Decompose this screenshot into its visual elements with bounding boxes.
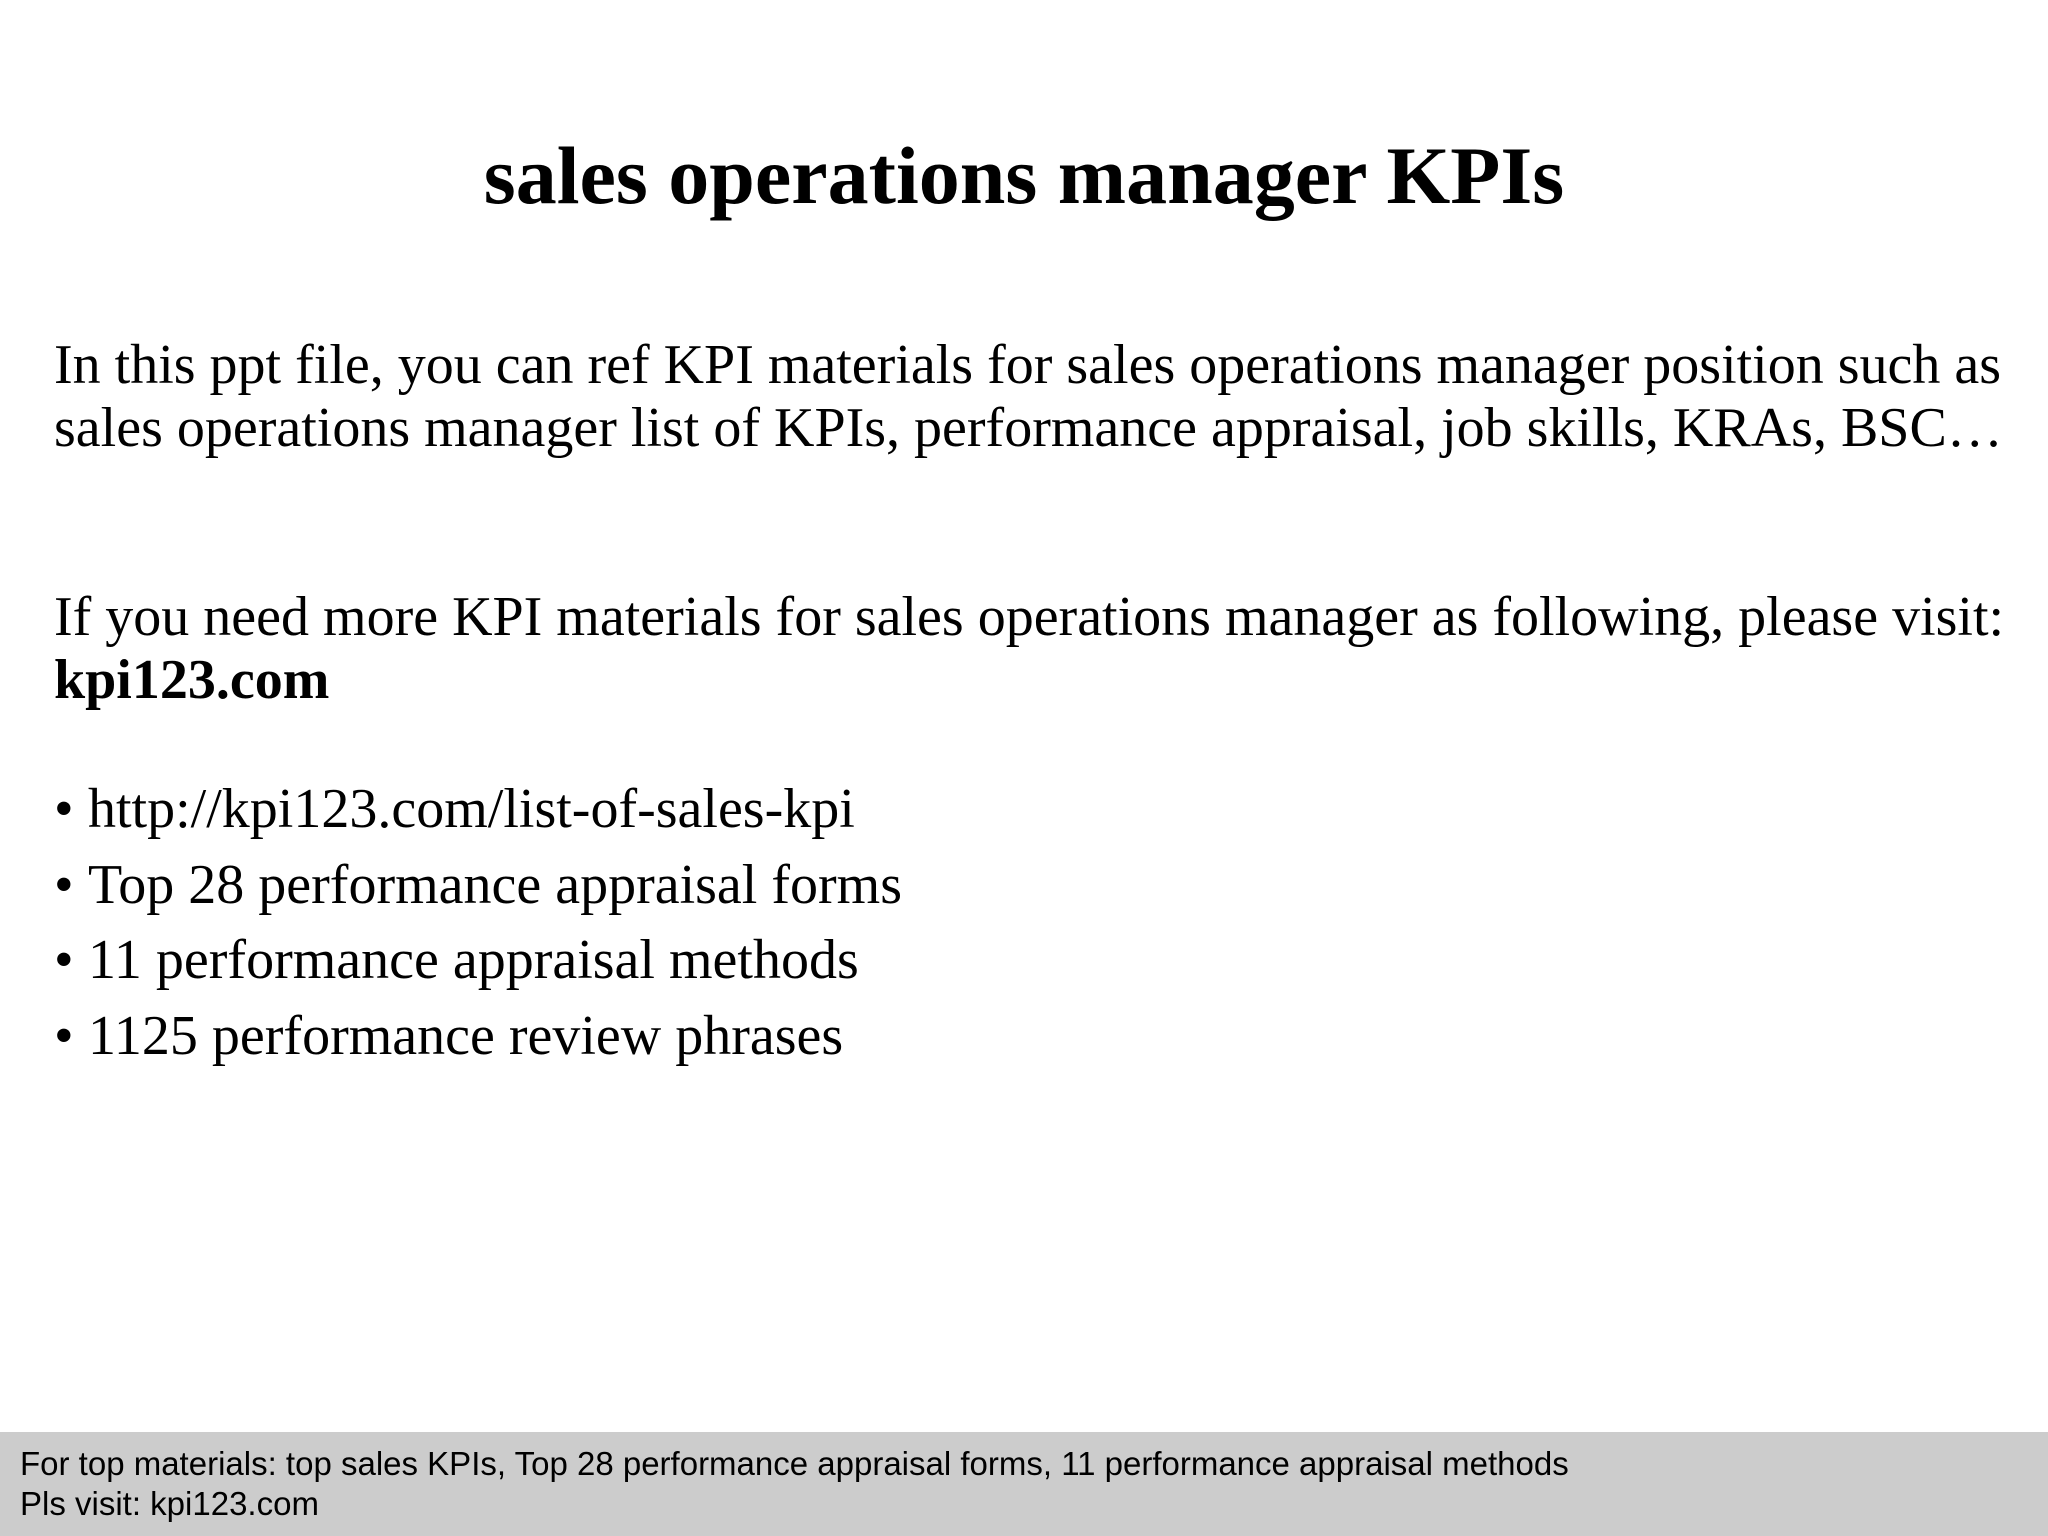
list-item-link[interactable]: Top 28 performance appraisal forms: [88, 853, 902, 916]
footer-banner: [0, 1432, 2048, 1536]
list-item: [54, 848, 902, 924]
footer-line-visit[interactable]: Pls visit: kpi123.com: [20, 1485, 319, 1522]
list-item-link[interactable]: 1125 performance review phrases: [88, 1004, 844, 1067]
site-link[interactable]: kpi123.com: [54, 649, 330, 711]
bullet-icon: •: [54, 929, 74, 991]
visit-text: If you need more KPI materials for sales operations manager as following, please visit:: [54, 586, 2005, 648]
bullet-icon: •: [54, 1004, 74, 1067]
bullet-icon: •: [54, 778, 74, 840]
list-item: [54, 999, 902, 1075]
list-item: [54, 923, 902, 999]
list-item-link[interactable]: 11 performance appraisal methods: [88, 929, 859, 991]
slide-title: sales operations manager KPIs: [483, 130, 1565, 221]
intro-paragraph: In this ppt file, you can ref KPI materials for sales operations manager position such as sales operations manager list of KPIs, performance appraisal, job skills, KRAs, BSC…: [54, 334, 2003, 459]
resource-list: [54, 772, 902, 1074]
footer-line-materials: For top materials: top sales KPIs, Top 28 performance appraisal forms, 11 performance appraisal methods: [20, 1445, 1569, 1482]
visit-paragraph: [54, 586, 2014, 712]
bullet-icon: •: [54, 853, 74, 916]
list-item: [54, 772, 902, 848]
list-item-link[interactable]: http://kpi123.com/list-of-sales-kpi: [88, 778, 855, 840]
